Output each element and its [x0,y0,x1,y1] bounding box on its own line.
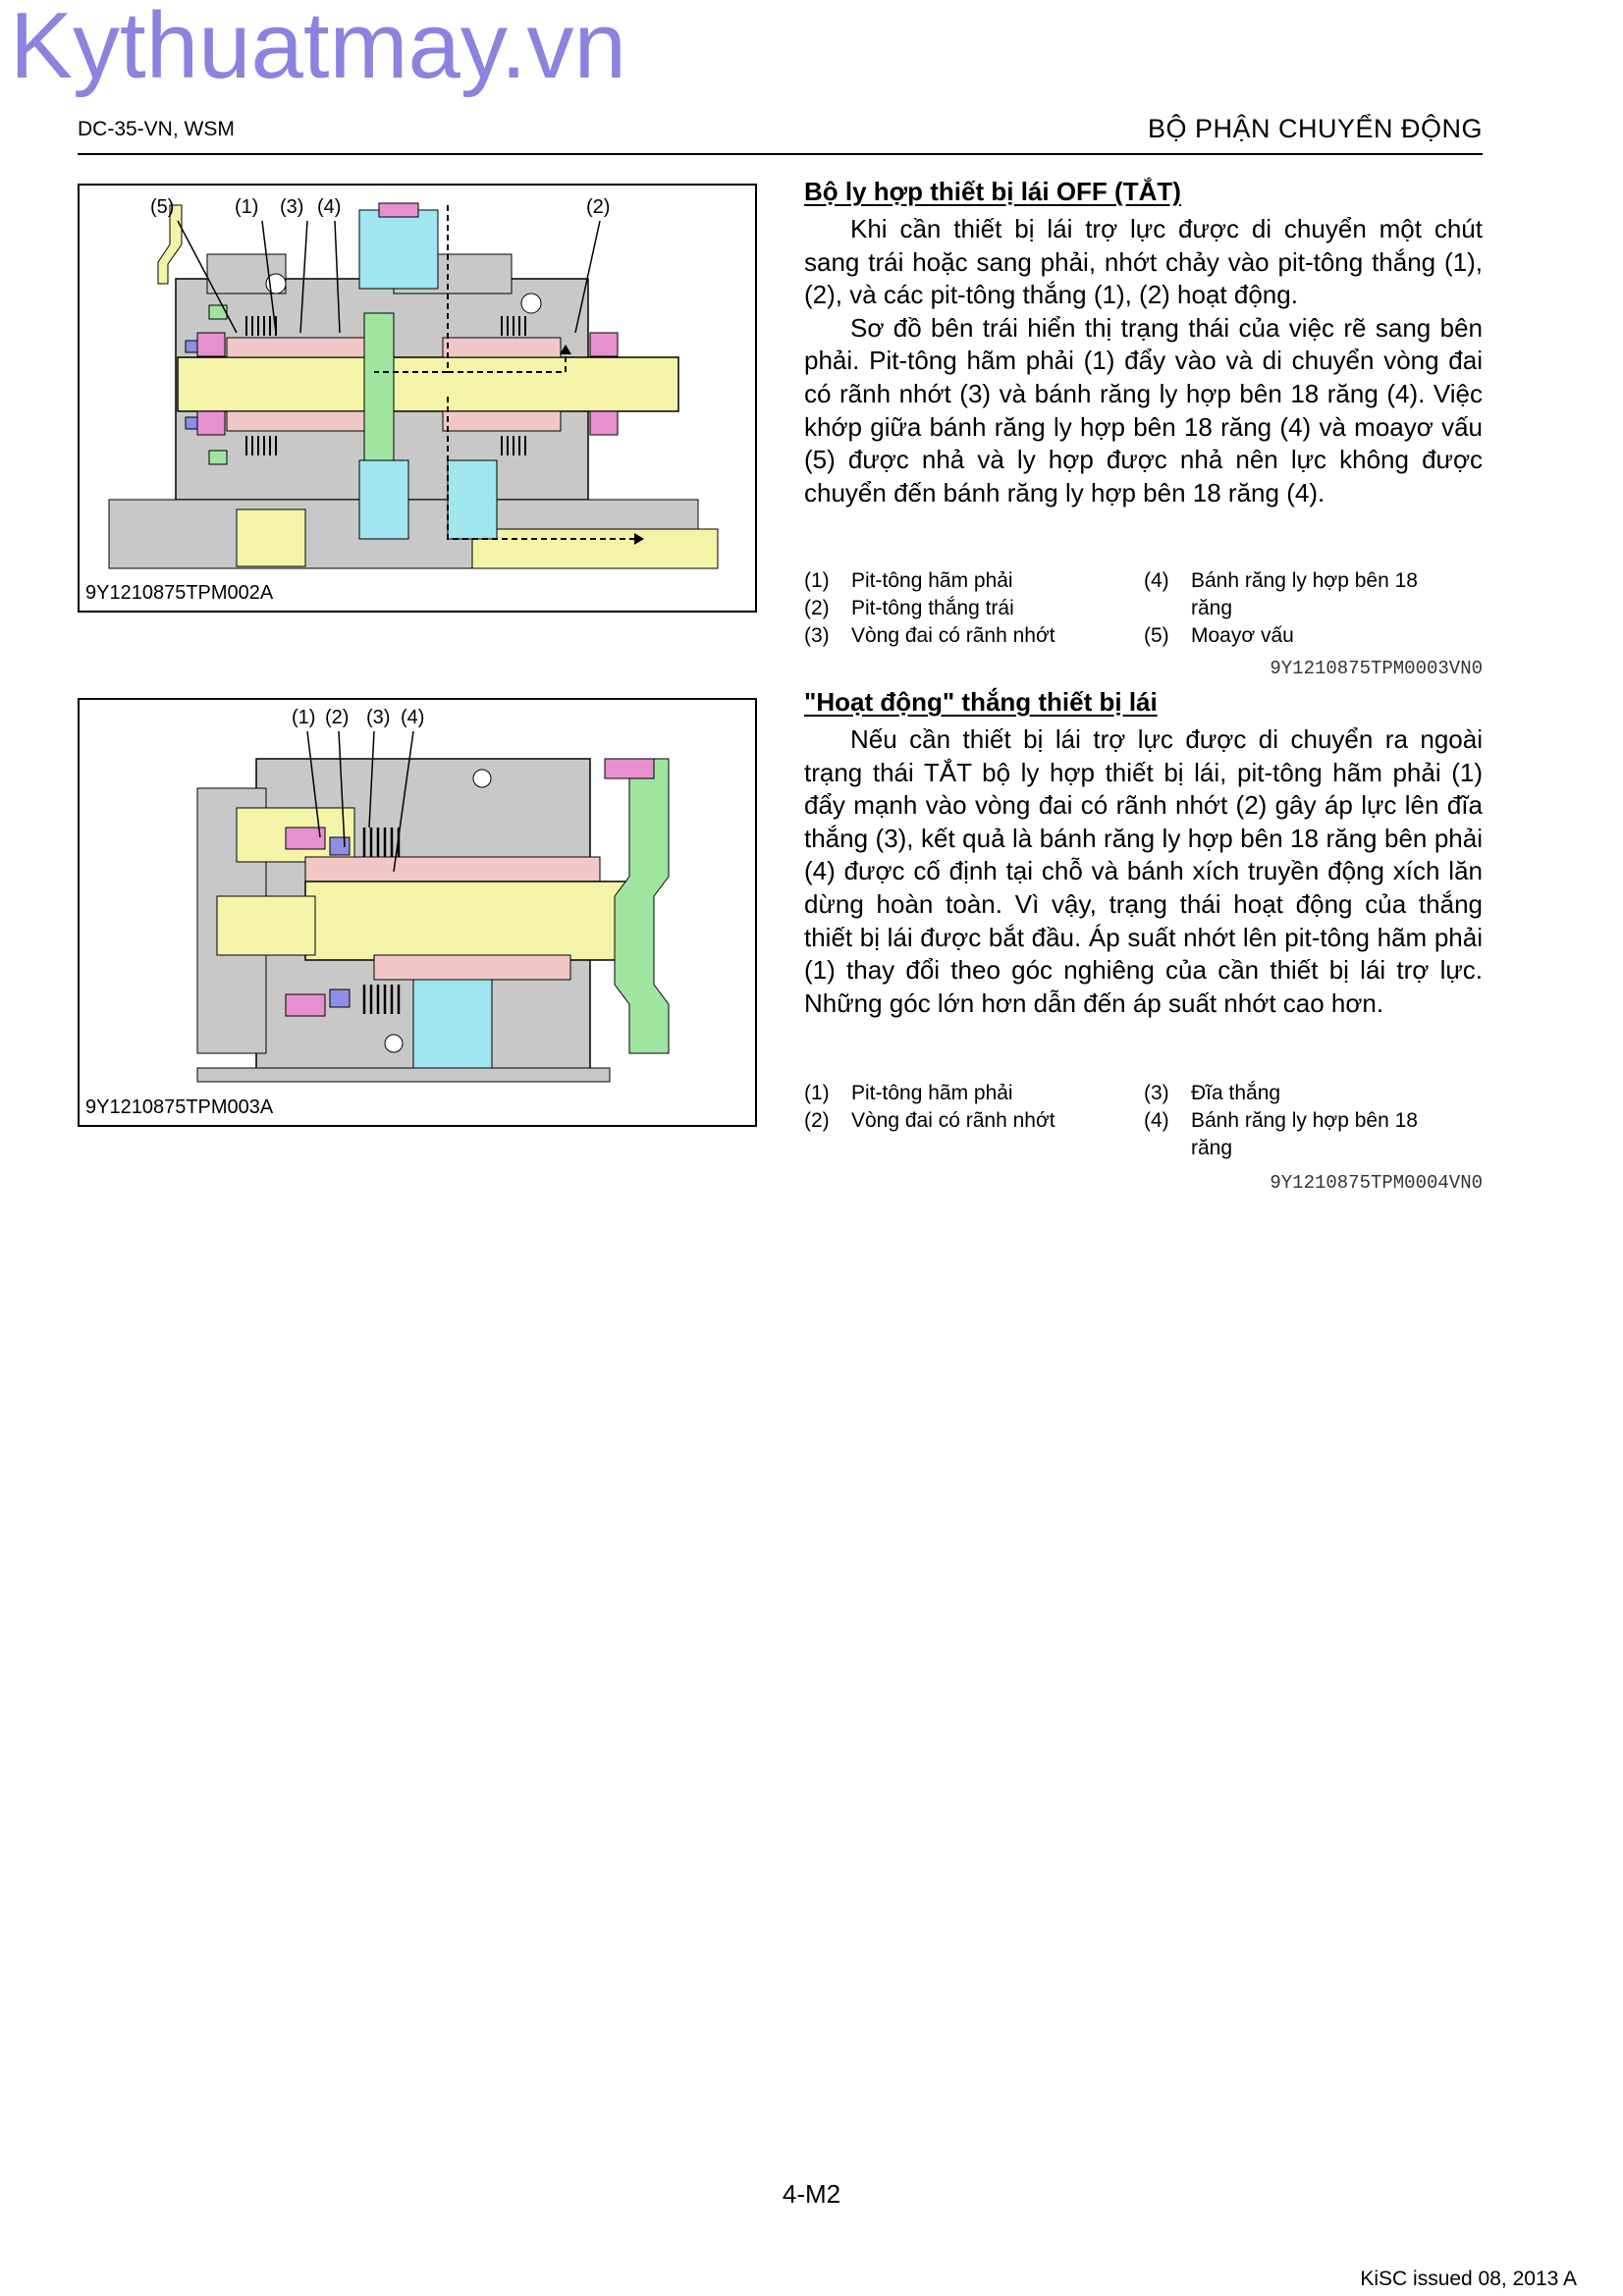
header-rule [78,153,1483,155]
callout-3: (3) [280,196,304,218]
footer-issue: KiSC issued 08, 2013 A [1360,2268,1577,2290]
reference-code: 9Y1210875TPM0003VN0 [1270,658,1483,679]
section-title: Bộ ly hợp thiết bị lái OFF (TẮT) [804,177,1181,206]
section-clutch-off [804,177,1483,509]
callout-1: (1) [292,707,316,728]
watermark: Kythuatmay.vn [10,0,626,98]
callout-4: (4) [317,196,342,218]
figure-clutch-off [78,184,757,613]
callout-2: (2) [325,707,350,728]
callout-2: (2) [586,196,611,218]
clutch-off-diagram [80,186,755,611]
paragraph: Sơ đồ bên trái hiển thị trạng thái của việc rẽ sang bên phải. Pit-tông hãm phải (1) đẩy vào và di chuyển vòng đai có rãnh nhớt (3) và bánh răng ly hợp bên 18 răng (4). Việc khớp giữa bánh răng ly hợp bên 18 răng (4) và moayơ vấu (5) được nhả và ly hợp được nhả nên lực không được chuyển đến bánh răng ly hợp bên 18 răng (4). [804,312,1483,507]
brake-operation-diagram [80,700,755,1125]
callout-4: (4) [401,707,425,728]
figure-brake-operation [78,698,757,1127]
doc-code: DC-35-VN, WSM [78,118,235,140]
paragraph: Nếu cần thiết bị lái trợ lực được di chuyển ra ngoài trạng thái TẮT bộ ly hợp thiết bị lái, pit-tông hãm phải (1) đẩy mạnh vào vòng đai có rãnh nhớt (2) gây áp lực lên đĩa thắng (3), kết quả là bánh răng ly hợp bên 18 răng bên phải (4) được cố định tại chỗ và bánh xích truyền động xích lăn dừng hoàn toàn. Vì vậy, trạng thái hoạt động của thắng thiết bị lái được bắt đầu. Áp suất nhớt lên pit-tông hãm phải (1) thay đổi theo góc nghiêng của cần thiết bị lái trợ lực. Những góc lớn hơn dẫn đến áp suất nhớt cao hơn. [804,724,1483,1018]
callout-1: (1) [235,196,259,218]
page-number: 4-M2 [782,2179,841,2209]
paragraph: Khi cần thiết bị lái trợ lực được di chuyển một chút sang trái hoặc sang phải, nhớt chảy vào pit-tông thắng (1), (2), và các pit-tông thắng (1), (2) hoạt động. [804,214,1483,310]
section-title: "Hoạt động" thắng thiết bị lái [804,687,1158,717]
reference-code: 9Y1210875TPM0004VN0 [1270,1172,1483,1194]
figure-code: 9Y1210875TPM003A [85,1096,274,1118]
figure-code: 9Y1210875TPM002A [85,582,274,604]
section-header: BỘ PHẬN CHUYỂN ĐỘNG [1147,114,1483,143]
callout-5: (5) [150,196,175,218]
section-brake-operation [804,687,1483,1020]
callout-3: (3) [366,707,391,728]
